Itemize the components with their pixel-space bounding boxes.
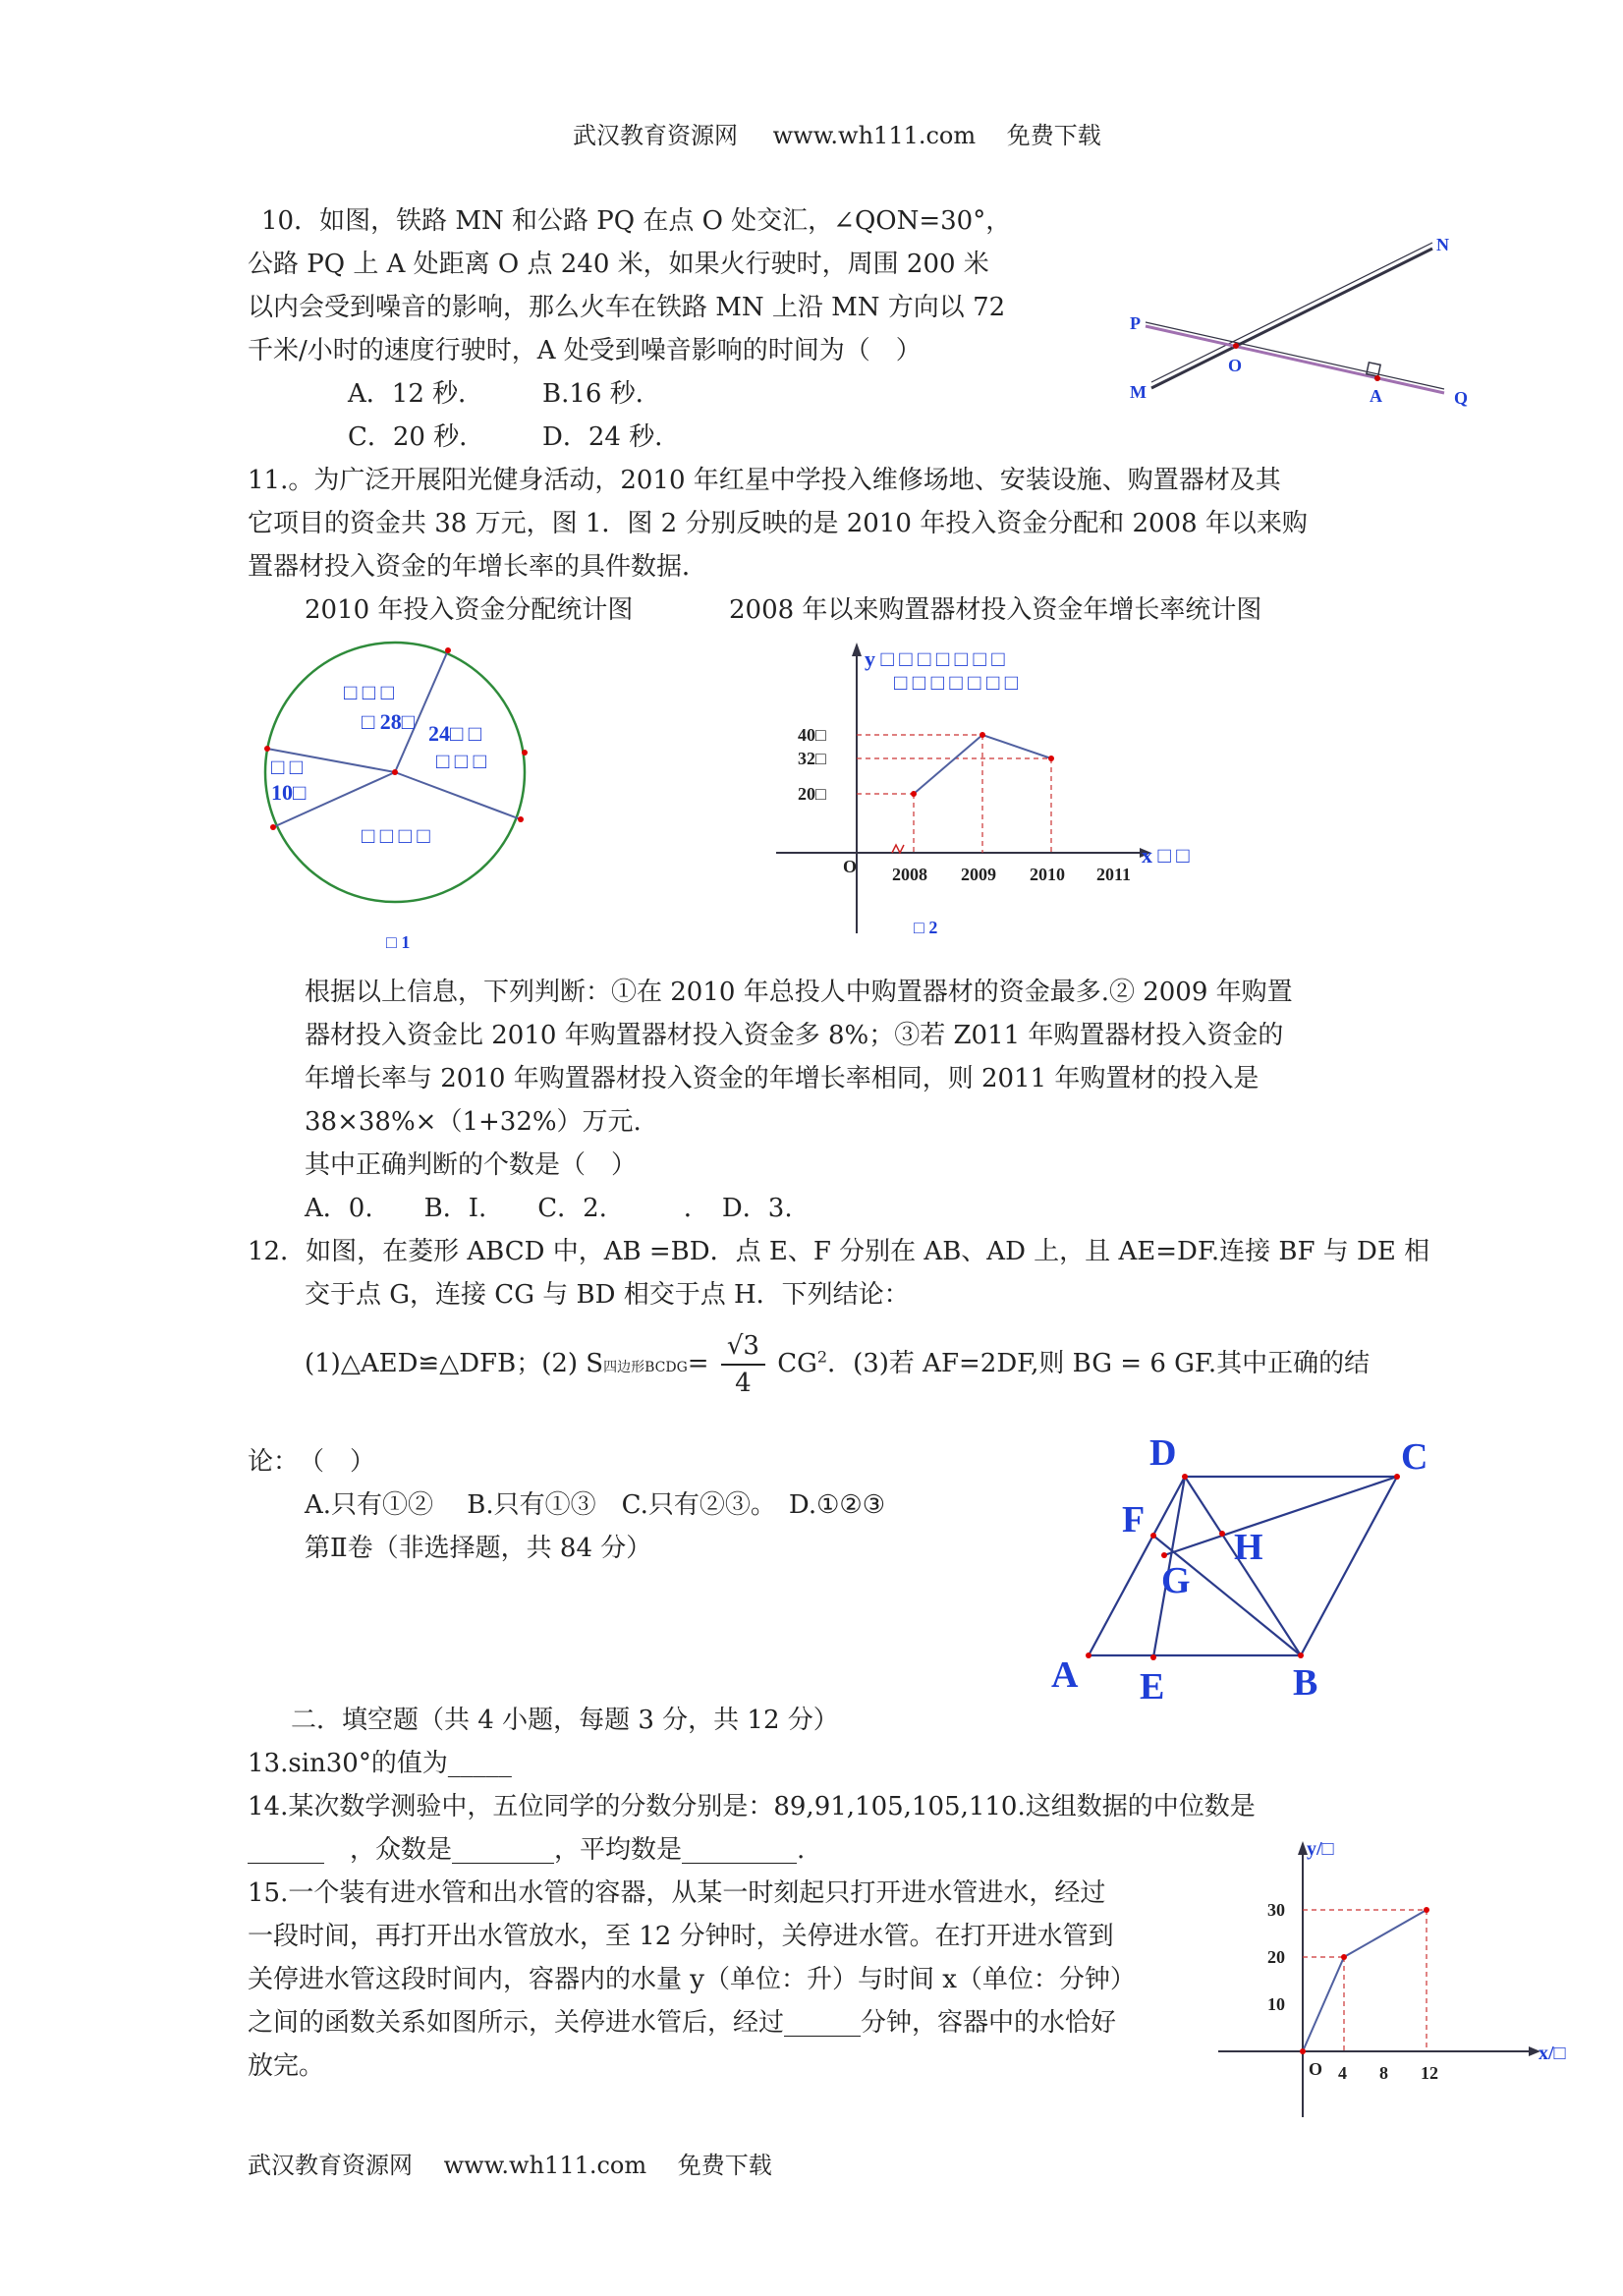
y-tick-2: 40□ [798, 725, 826, 745]
growth-rate-chart [766, 639, 1228, 953]
question-11-options: A．0. B．I. C．2. ． D．3. [305, 1194, 793, 1223]
y-axis-label: y/□ [1307, 1838, 1334, 1860]
fraction-denominator: 4 [735, 1369, 752, 1398]
judgement-line-5: 其中正确判断的个数是（ ） [305, 1150, 638, 1180]
footer-free: 免费下载 [677, 2152, 772, 2179]
point-f: F [1122, 1499, 1146, 1540]
y-tick-2: 30 [1267, 1900, 1285, 1920]
pie-slice-label-0-a: □ □ □ [344, 680, 394, 704]
point-d: D [1149, 1432, 1177, 1474]
question-15-line-1: 15.一个装有进水管和出水管的容器，从某一时刻起只打开进水管进水，经过 [248, 1878, 1106, 1908]
question-10-option-b: B.16 秒． [542, 379, 661, 409]
formula-prefix: (1)△AED≌△DFB；(2) S [305, 1349, 604, 1378]
x-tick-0: 2008 [892, 865, 927, 884]
formula-cg: CG [777, 1349, 817, 1378]
question-12-line-2: 交于点 G，连接 CG 与 BD 相交于点 H．下列结论： [305, 1280, 910, 1310]
question-15-line-3: 关停进水管这段时间内，容器内的水量 y（单位：升）与时间 x（单位：分钟） [248, 1965, 1136, 1994]
judgement-line-1: 根据以上信息，下列判断：①在 2010 年总投人中购置器材的资金最多.② 2009 年购置 [305, 978, 1293, 1007]
point-e: E [1140, 1666, 1165, 1708]
axis-break [892, 845, 904, 853]
fraction-numerator: √3 [721, 1328, 765, 1366]
origin-label: O [1309, 2059, 1323, 2079]
formula-equals: = [687, 1349, 709, 1378]
railway-road-figure [1120, 231, 1493, 418]
page-footer [248, 2146, 772, 2180]
label-a: A [1370, 386, 1382, 406]
label-o: O [1228, 356, 1243, 375]
x-tick-2: 12 [1421, 2063, 1438, 2083]
question-11-line-3: 置器材投入资金的年增长率的具件数据． [248, 552, 708, 582]
sqrt3-over-4 [721, 1328, 765, 1401]
question-10-line-4: 千米/小时的速度行驶时，A 处受到噪音影响的时间为（ ） [248, 336, 922, 365]
data-point-1 [1341, 1954, 1347, 1960]
pie-slice-label-1-a: 24□ □ [428, 721, 482, 746]
label-m: M [1130, 382, 1147, 402]
x-tick-2: 2010 [1030, 865, 1065, 884]
x-axis-label: x □ □ [1142, 843, 1190, 868]
question-12-line-1: 12．如图，在菱形 ABCD 中，AB =BD．点 E、F 分别在 AB、AD 上，且 AE=DF.连接 BF 与 DE 相 [248, 1237, 1430, 1266]
pie-chart-caption: 2010 年投入资金分配统计图 [305, 595, 634, 625]
header-free: 免费下载 [1006, 122, 1101, 149]
line-chart-caption: 2008 年以来购置器材投入资金年增长率统计图 [729, 595, 1262, 625]
y-tick-0: 10 [1267, 1994, 1285, 2014]
point-c: C [1401, 1436, 1428, 1478]
formula-subscript: 四边形BCDG [603, 1360, 688, 1375]
origin-label: O [843, 857, 858, 876]
y-axis-label-1: y □ □ □ □ □ □ □ [865, 646, 1005, 671]
figure-2-label: □ 2 [914, 918, 938, 937]
rhombus-figure [1041, 1429, 1454, 1714]
pie-slice-label-2-a: □ □ □ □ [362, 823, 430, 848]
label-p: P [1130, 313, 1141, 333]
header-site: 武汉教育资源网 [573, 122, 738, 149]
question-10-line-1: 10．如图，铁路 MN 和公路 PQ 在点 O 处交汇，∠QON=30°， [261, 206, 1012, 236]
y-axis-label-2: □ □ □ □ □ □ □ [894, 670, 1019, 695]
x-axis-label: x/□ [1539, 2043, 1566, 2064]
data-point-1 [979, 732, 985, 738]
data-point-2 [1048, 756, 1054, 761]
point-h: H [1234, 1527, 1263, 1568]
question-10-option-c: C．20 秒． [348, 422, 485, 452]
formula-superscript: 2 [816, 1347, 828, 1367]
x-tick-0: 4 [1338, 2063, 1347, 2083]
point-a: A [1051, 1654, 1079, 1696]
pie-slice-label-3-b: 10□ [271, 780, 307, 805]
question-10-option-a: A．12 秒． [348, 379, 484, 409]
pie-slice-label-1-b: □ □ □ [436, 749, 486, 773]
section-2-title: 二．填空题（共 4 小题，每题 3 分，共 12 分） [291, 1706, 839, 1735]
data-point-2 [1424, 1907, 1429, 1913]
y-tick-1: 20 [1267, 1947, 1285, 1967]
x-tick-1: 8 [1379, 2063, 1388, 2083]
point-b: B [1293, 1662, 1318, 1704]
question-14-line-1: 14.某次数学测验中，五位同学的分数分别是：89,91,105,105,110.这组数据的中位数是 [248, 1792, 1256, 1821]
question-11-line-1: 11.。为广泛开展阳光健身活动，2010 年红星中学投入维修场地、安装设施、购置器材及其 [248, 466, 1281, 495]
question-15-line-2: 一段时间，再打开出水管放水，至 12 分钟时，关停进水管。在打开进水管到 [248, 1922, 1114, 1951]
water-series-line [1303, 1910, 1427, 2051]
x-tick-1: 2009 [961, 865, 996, 884]
footer-url: www.wh111.com [443, 2152, 647, 2179]
pie-slice-label-3-a: □ □ [271, 755, 304, 779]
page-header [573, 116, 1101, 150]
header-url: www.wh111.com [772, 122, 977, 149]
pie-slice-label-0-b: □ 28□ [362, 709, 416, 734]
judgement-line-4: 38×38%×（1+32%）万元. [305, 1107, 642, 1137]
figure-1-label: □ 1 [386, 932, 411, 952]
question-12-line-4: 论： （ ） [248, 1447, 376, 1477]
judgement-line-2: 器材投入资金比 2010 年购置器材投入资金多 8%；③若 Z011 年购置器材投入资金的 [305, 1021, 1284, 1050]
data-point-0 [911, 791, 917, 797]
question-12-formula [305, 1328, 1370, 1401]
question-13: 13.sin30°的值为_____ [248, 1749, 512, 1778]
question-10-line-2: 公路 PQ 上 A 处距离 O 点 240 米，如果火行驶时，周围 200 米 [248, 250, 989, 279]
part-2-title: 第Ⅱ卷（非选择题，共 84 分） [305, 1534, 652, 1563]
pie-chart [255, 639, 550, 963]
label-n: N [1436, 235, 1449, 254]
question-11-line-2: 它项目的资金共 38 万元，图 1．图 2 分别反映的是 2010 年投入资金分配和 2008 年以来购 [248, 509, 1308, 538]
question-10-option-d: D．24 秒． [542, 422, 681, 452]
question-15-line-5: 放完。 [248, 2051, 325, 2081]
question-10-line-3: 以内会受到噪音的影响，那么火车在铁路 MN 上沿 MN 方向以 72 [248, 293, 1006, 322]
y-axis-arrow [852, 643, 862, 656]
point-g: G [1161, 1560, 1191, 1601]
x-tick-3: 2011 [1096, 865, 1132, 884]
y-tick-1: 32□ [798, 749, 826, 768]
water-volume-chart [1218, 1837, 1582, 2122]
label-q: Q [1454, 388, 1469, 408]
question-15-line-4: 之间的函数关系如图所示，关停进水管后，经过______分钟，容器中的水恰好 [248, 2008, 1117, 2038]
judgement-line-3: 年增长率与 2010 年购置器材投入资金的年增长率相同，则 2011 年购置材的投入是 [305, 1064, 1259, 1093]
formula-tail: ．(3)若 AF=2DF,则 BG = 6 GF.其中正确的结 [827, 1349, 1371, 1378]
data-point-0 [1300, 2048, 1306, 2054]
y-tick-0: 20□ [798, 784, 826, 804]
footer-site: 武汉教育资源网 [248, 2152, 413, 2179]
question-12-options: A.只有①② B.只有①③ C.只有②③。 D.①②③ [305, 1490, 886, 1520]
question-14-line-2: ______ ，众数是________，平均数是_________. [248, 1835, 806, 1865]
